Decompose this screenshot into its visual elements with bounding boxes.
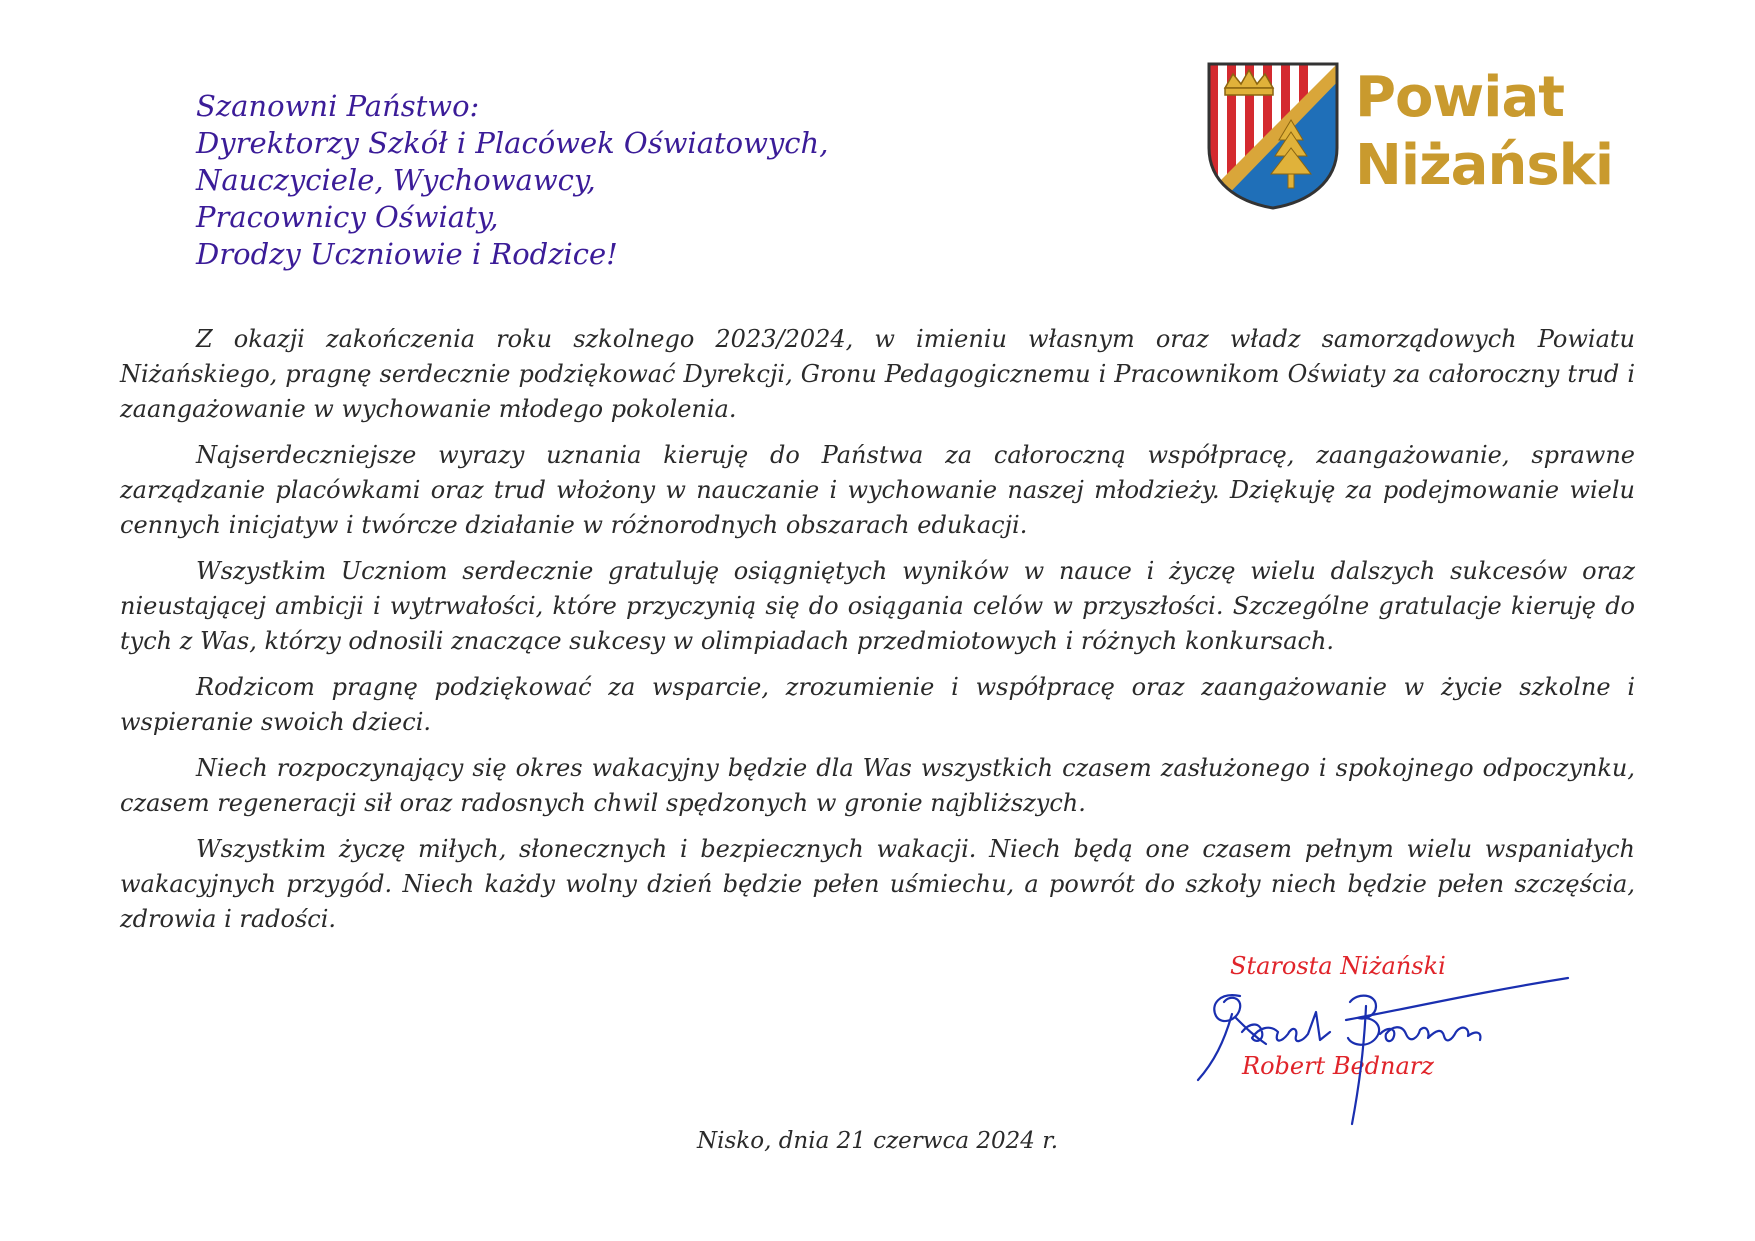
- paragraph: Najserdeczniejsze wyrazy uznania kieruję do Państwa za całoroczną współpracę, zaangażowanie, sprawne zarządzanie placówkami oraz trud włożony w nauczanie i wychowanie naszej młodzieży. Dziękuję za podejmowanie wielu cennych inicjatyw i twórcze działanie w różnorodnych obszarach edukacji.: [120, 441, 1635, 539]
- powiat-logo: [1205, 58, 1614, 218]
- salutation-line: Szanowni Państwo:: [196, 89, 480, 123]
- salutation-line: Dyrektorzy Szkół i Placówek Oświatowych,: [196, 126, 829, 160]
- letter-body: [120, 322, 1635, 948]
- salutation-line: Nauczyciele, Wychowawcy,: [196, 163, 596, 197]
- logo-line-2: Niżański: [1355, 133, 1614, 198]
- paragraph: Z okazji zakończenia roku szkolnego 2023/2024, w imieniu własnym oraz władz samorządowych Powiatu Niżańskiego, pragnę serdecznie podziękować Dyrekcji, Gronu Pedagogicznemu i Pracownikom Oświaty za całoroczny trud i zaangażowanie w wychowanie młodego pokolenia.: [120, 325, 1635, 423]
- salutation-line: Pracownicy Oświaty,: [196, 200, 499, 234]
- salutation: [196, 88, 828, 273]
- signature-block: [1180, 952, 1570, 1132]
- paragraph: Wszystkim życzę miłych, słonecznych i bezpiecznych wakacji. Niech będą one czasem pełnym wielu wspaniałych wakacyjnych przygód. Niech każdy wolny dzień będzie pełen uśmiechu, a powrót do szkoły niech będzie pełen szczęścia, zdrowia i radości.: [120, 835, 1635, 933]
- salutation-line: Drodzy Uczniowie i Rodzice!: [196, 237, 618, 271]
- logo-wordmark: [1355, 64, 1613, 200]
- signatory-name: Robert Bednarz: [1242, 1052, 1434, 1080]
- letter-date: Nisko, dnia 21 czerwca 2024 r.: [697, 1128, 1059, 1154]
- signatory-title: Starosta Niżański: [1230, 952, 1446, 980]
- handwritten-signature: [1180, 952, 1570, 1132]
- logo-line-1: Powiat: [1355, 65, 1565, 130]
- paragraph: Niech rozpoczynający się okres wakacyjny będzie dla Was wszystkich czasem zasłużonego i spokojnego odpoczynku, czasem regeneracji sił oraz radosnych chwil spędzonych w gronie najbliższych.: [120, 754, 1635, 817]
- paragraph: Wszystkim Uczniom serdecznie gratuluję osiągniętych wyników w nauce i życzę wielu dalszych sukcesów oraz nieustającej ambicji i wytrwałości, które przyczynią się do osiągania celów w przyszłości. Szczególne gratulacje kieruję do tych z Was, którzy odnosili znaczące sukcesy w olimpiadach przedmiotowych i różnych konkursach.: [120, 557, 1635, 655]
- coat-of-arms-icon: [1205, 60, 1341, 210]
- paragraph: Rodzicom pragnę podziękować za wsparcie, zrozumienie i współpracę oraz zaangażowanie w życie szkolne i wspieranie swoich dzieci.: [120, 673, 1635, 736]
